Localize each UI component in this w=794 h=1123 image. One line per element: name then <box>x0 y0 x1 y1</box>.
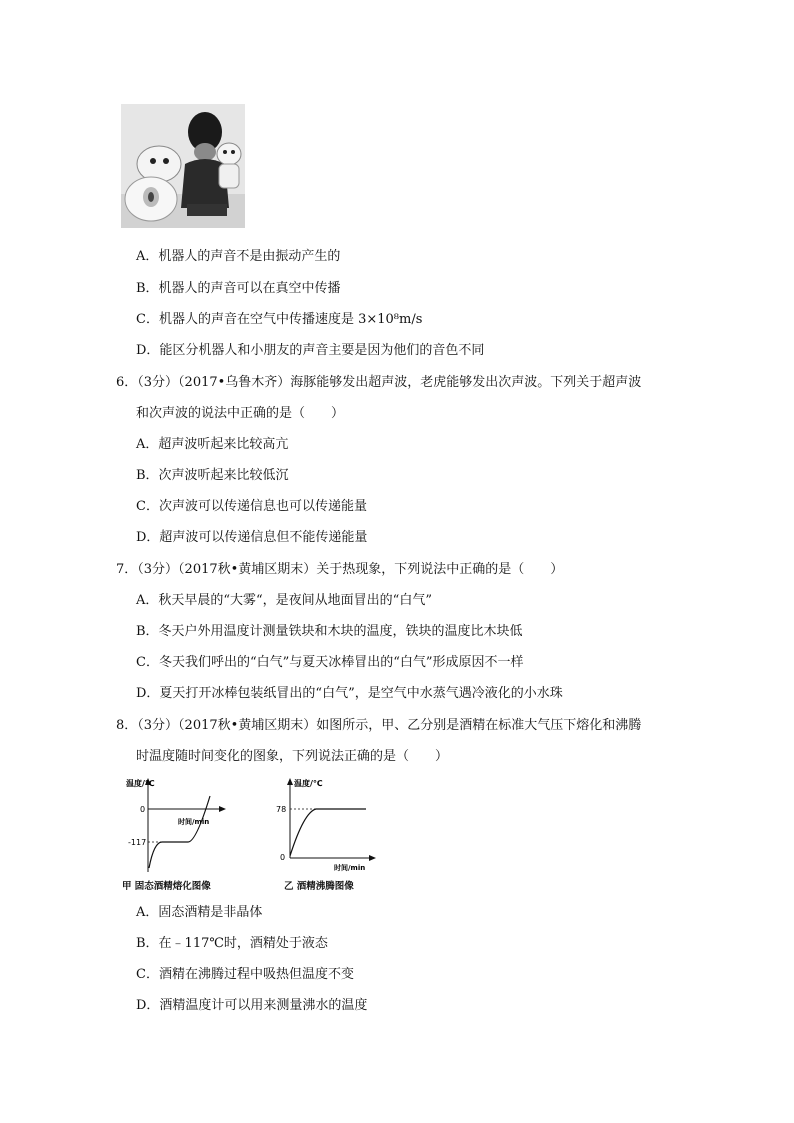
q6-stem-line2: 和次声波的说法中正确的是（ ） <box>136 406 345 421</box>
q7-option-c: C．冬天我们呼出的“白气”与夏天冰棒冒出的“白气”形成原因不一样 <box>136 655 524 670</box>
q6-option-c: C．次声波可以传递信息也可以传递能量 <box>136 499 367 514</box>
q8-option-a: A．固态酒精是非晶体 <box>136 905 263 920</box>
melting-tick-zero: 0 <box>140 805 146 814</box>
melting-graph-svg <box>118 776 230 876</box>
melting-x-label: 时间/min <box>178 818 210 826</box>
photo-illustration <box>121 104 245 228</box>
melting-graph-caption: 甲 固态酒精熔化图像 <box>122 881 211 892</box>
boiling-tick-zero: 0 <box>280 853 286 862</box>
q7-option-d: D．夏天打开冰棒包装纸冒出的“白气”，是空气中水蒸气遇冷液化的小水珠 <box>136 686 563 701</box>
q8-option-c: C．酒精在沸腾过程中吸热但温度不变 <box>136 967 354 982</box>
q8-option-b: B．在﹣117℃时，酒精处于液态 <box>136 936 328 951</box>
boiling-y-arrow <box>287 778 293 785</box>
boiling-graph-svg <box>268 776 380 876</box>
q6-stem-line1: 6．（3分）（2017•乌鲁木齐）海豚能够发出超声波，老虎能够发出次声波。下列关于超声波 <box>116 375 642 390</box>
melting-curve <box>149 796 210 868</box>
q5-option-b: B．机器人的声音可以在真空中传播 <box>136 281 341 296</box>
boiling-y-label: 温度/℃ <box>294 779 323 788</box>
q8-stem-line1: 8．（3分）（2017秋•黄埔区期末）如图所示，甲、乙分别是酒精在标准大气压下熔化和沸腾 <box>116 718 642 733</box>
boiling-x-arrow <box>369 855 376 861</box>
robot-child-photo <box>121 104 245 228</box>
q8-option-d: D．酒精温度计可以用来测量沸水的温度 <box>136 998 368 1013</box>
q7-option-a: A．秋天早晨的“大雾“，是夜间从地面冒出的“白气” <box>136 593 432 608</box>
q6-option-b: B．次声波听起来比较低沉 <box>136 468 289 483</box>
melting-graph <box>118 776 230 876</box>
boiling-graph-caption: 乙 酒精沸腾图像 <box>284 881 354 892</box>
q6-option-d: D．超声波可以传递信息但不能传递能量 <box>136 530 368 545</box>
boiling-x-label: 时间/min <box>334 864 366 872</box>
q5-option-c: C．机器人的声音在空气中传播速度是 3×10⁸m/s <box>136 312 423 327</box>
melting-x-arrow <box>219 806 226 812</box>
boiling-graph <box>268 776 380 876</box>
q7-option-b: B．冬天户外用温度计测量铁块和木块的温度，铁块的温度比木块低 <box>136 624 523 639</box>
q5-option-d: D．能区分机器人和小朋友的声音主要是因为他们的音色不同 <box>136 343 485 358</box>
q8-stem-line2: 时温度随时间变化的图象，下列说法正确的是（ ） <box>136 749 449 764</box>
q6-option-a: A．超声波听起来比较高亢 <box>136 437 289 452</box>
boiling-tick-high: 78 <box>276 805 287 814</box>
melting-y-label: 温度/℃ <box>126 779 155 788</box>
melting-tick-low: -117 <box>128 838 147 847</box>
boiling-curve <box>290 809 366 856</box>
q7-stem-line1: 7．（3分）（2017秋•黄埔区期末）关于热现象，下列说法中正确的是（ ） <box>116 562 564 577</box>
q5-option-a: A．机器人的声音不是由振动产生的 <box>136 249 341 264</box>
